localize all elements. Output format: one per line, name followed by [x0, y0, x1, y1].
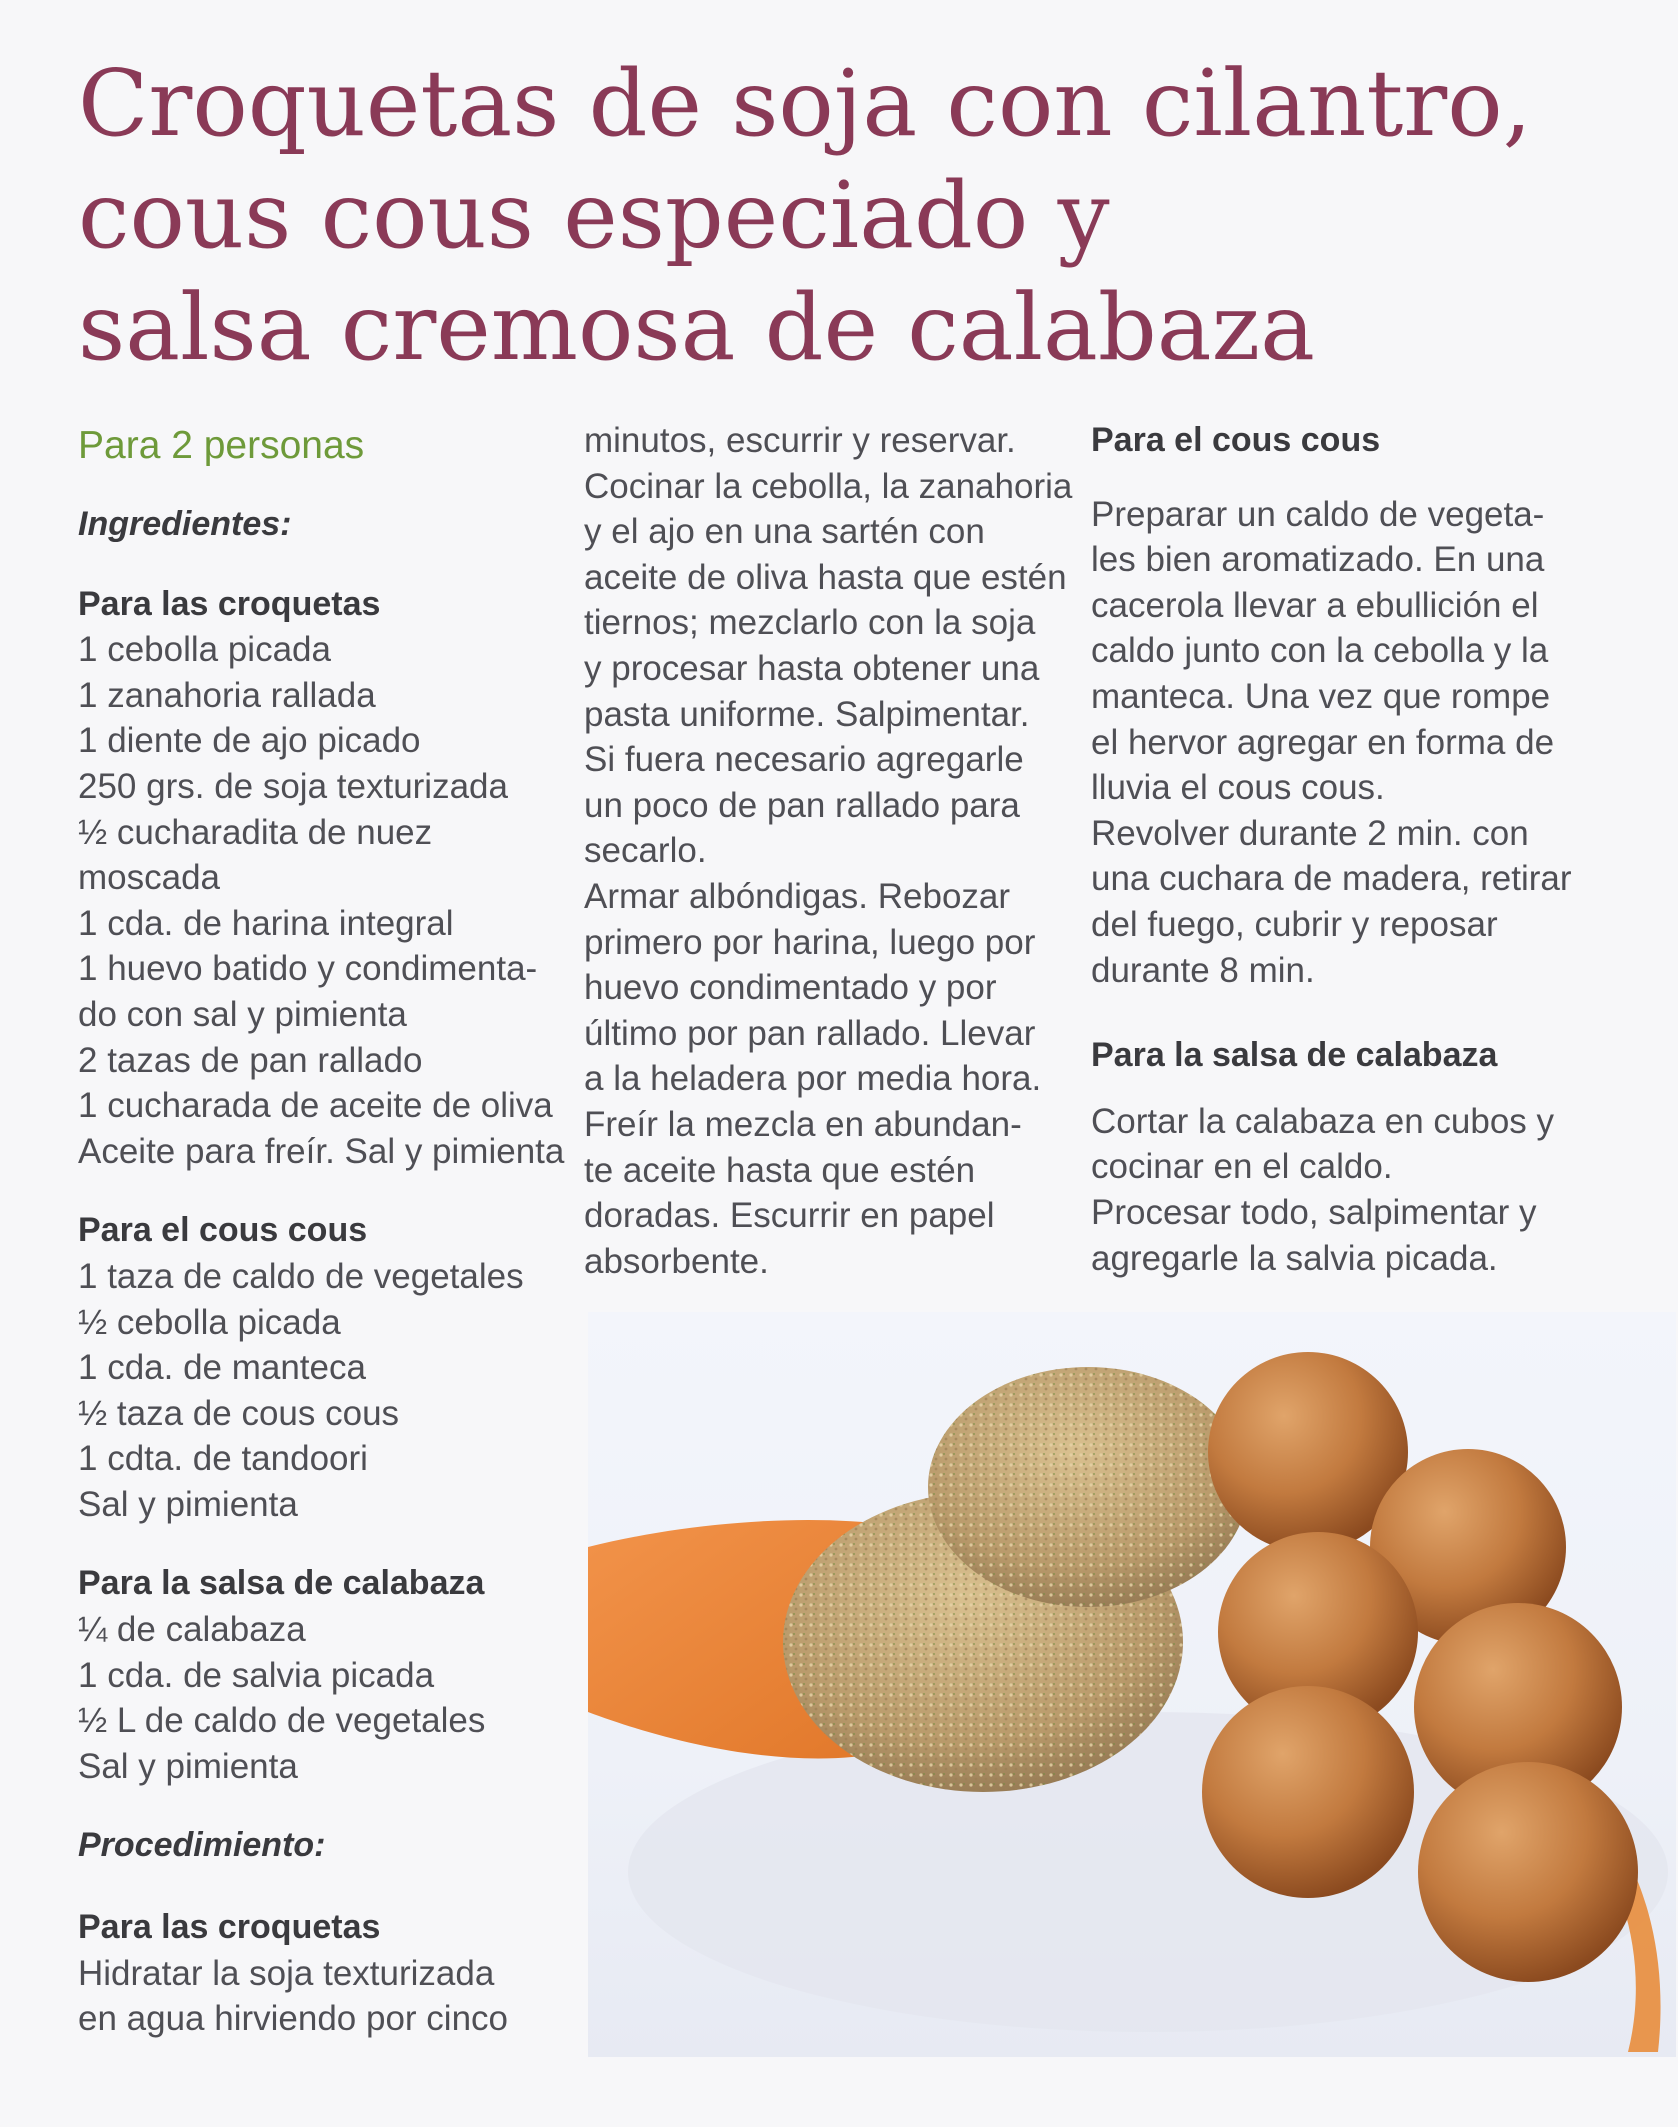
- procedure-line: del fuego, cubrir y reposar: [1091, 904, 1498, 944]
- recipe-title: [78, 48, 1638, 384]
- salsa-heading: Para la salsa de calabaza: [78, 1564, 485, 1603]
- salsa-ingredient-list: [78, 1607, 578, 1789]
- procedure-line: minutos, escurrir y reservar.: [584, 421, 1016, 460]
- couscous-heading: Para el cous cous: [78, 1211, 368, 1250]
- ingredient-line: 2 tazas de pan rallado: [78, 1040, 423, 1080]
- ingredient-line: Aceite para freír. Sal y pimienta: [78, 1131, 565, 1171]
- croquetas-ingredient-list: [78, 627, 578, 1174]
- ingredient-line: 250 grs. de soja texturizada: [78, 766, 508, 806]
- procedure-line: aceite de oliva hasta que estén: [584, 557, 1067, 597]
- procedure-line: durante 8 min.: [1091, 950, 1315, 990]
- procedure-line: huevo condimentado y por: [584, 968, 997, 1008]
- ingredient-line: ½ L de caldo de vegetales: [78, 1701, 486, 1741]
- procedure-line: tiernos; mezclarlo con la soja: [584, 603, 1036, 643]
- ingredient-line: 1 cda. de salvia picada: [78, 1655, 435, 1695]
- procedure-line: lluvia el cous cous.: [1091, 768, 1385, 808]
- ingredient-line: ½ cebolla picada: [78, 1302, 341, 1342]
- ingredient-line: ½ taza de cous cous: [78, 1393, 400, 1433]
- title-line: Croquetas de soja con cilantro,: [78, 50, 1532, 157]
- ingredient-line: moscada: [78, 858, 221, 898]
- title-line: salsa cremosa de calabaza: [78, 274, 1315, 381]
- procedure-line: último por pan rallado. Llevar: [584, 1013, 1036, 1053]
- procedure-line: un poco de pan rallado para: [584, 785, 1020, 825]
- procedure-line: cacerola llevar a ebullición el: [1091, 585, 1539, 625]
- procedure-line: en agua hirviendo por cinco: [78, 1999, 509, 2039]
- procedure-line: pasta uniforme. Salpimentar.: [584, 694, 1030, 734]
- ingredient-line: 1 cda. de harina integral: [78, 903, 454, 943]
- procedure-line: Cortar la calabaza en cubos y: [1091, 1101, 1555, 1141]
- procedure-line: Cocinar la cebolla, la zanahoria: [584, 466, 1073, 506]
- procedure-label: Procedimiento:: [78, 1826, 326, 1865]
- croquettes: [1202, 1352, 1638, 1982]
- proc-croquetas-text: [78, 1951, 578, 2042]
- procedure-line: a la heladera por media hora.: [584, 1059, 1042, 1099]
- procedure-line: Freír la mezcla en abundan-: [584, 1104, 1022, 1144]
- column-ingredients: [78, 418, 578, 2042]
- croquetas-heading: Para las croquetas: [78, 584, 381, 623]
- dish-photo: [588, 1312, 1676, 2057]
- ingredient-line: Sal y pimienta: [78, 1484, 298, 1524]
- ingredient-line: do con sal y pimienta: [78, 994, 407, 1034]
- column-procedure-sides: [1091, 418, 1621, 1281]
- procedure-line: les bien aromatizado. En una: [1091, 540, 1545, 580]
- ingredient-line: Sal y pimienta: [78, 1746, 298, 1786]
- ingredient-line: 1 huevo batido y condimenta-: [78, 949, 538, 989]
- procedure-line: absorbente.: [584, 1241, 769, 1281]
- procedure-line: y procesar hasta obtener una: [584, 648, 1040, 688]
- column-procedure-continued: [584, 418, 1073, 1284]
- couscous-ingredient-list: [78, 1254, 578, 1528]
- title-line: cous cous especiado y: [78, 162, 1110, 269]
- ingredient-line: 1 cebolla picada: [78, 630, 331, 670]
- proc-salsa-text: [1091, 1099, 1621, 1281]
- ingredient-line: 1 cdta. de tandoori: [78, 1439, 368, 1479]
- procedure-line: Armar albóndigas. Rebozar: [584, 876, 1011, 916]
- procedure-line: y el ajo en una sartén con: [584, 512, 985, 552]
- ingredient-line: 1 cda. de manteca: [78, 1348, 366, 1388]
- procedure-line: primero por harina, luego por: [584, 922, 1036, 962]
- ingredient-line: ½ cucharadita de nuez: [78, 812, 433, 852]
- procedure-line: Preparar un caldo de vegeta-: [1091, 494, 1545, 534]
- ingredient-line: 1 zanahoria rallada: [78, 675, 376, 715]
- procedure-line: caldo junto con la cebolla y la: [1091, 631, 1549, 671]
- ingredients-label: Ingredientes:: [78, 505, 292, 543]
- proc-salsa-heading: Para la salsa de calabaza: [1091, 1036, 1498, 1075]
- procedure-line: doradas. Escurrir en papel: [584, 1196, 995, 1236]
- procedure-line: Si fuera necesario agregarle: [584, 740, 1024, 780]
- procedure-line: manteca. Una vez que rompe: [1091, 676, 1551, 716]
- ingredient-line: 1 taza de caldo de vegetales: [78, 1256, 524, 1296]
- procedure-line: Procesar todo, salpimentar y: [1091, 1192, 1537, 1232]
- procedure-line: Revolver durante 2 min. con: [1091, 813, 1529, 853]
- procedure-line: agregarle la salvia picada.: [1091, 1238, 1498, 1278]
- procedure-line: Hidratar la soja texturizada: [78, 1953, 495, 1993]
- ingredient-line: ¼ de calabaza: [78, 1610, 306, 1650]
- proc-croquetas-heading: Para las croquetas: [78, 1908, 381, 1947]
- procedure-line: una cuchara de madera, retirar: [1091, 859, 1572, 899]
- ingredient-line: 1 diente de ajo picado: [78, 721, 421, 761]
- proc-couscous-heading: Para el cous cous: [1091, 421, 1381, 459]
- procedure-line: secarlo.: [584, 831, 707, 871]
- ingredient-line: 1 cucharada de aceite de oliva: [78, 1086, 553, 1126]
- procedure-line: cocinar en el caldo.: [1091, 1147, 1393, 1187]
- procedure-line: el hervor agregar en forma de: [1091, 722, 1555, 762]
- procedure-line: te aceite hasta que estén: [584, 1150, 976, 1190]
- dish-illustration: [588, 1312, 1676, 2057]
- servings-label: Para 2 personas: [78, 424, 365, 467]
- proc-couscous-text: [1091, 492, 1621, 994]
